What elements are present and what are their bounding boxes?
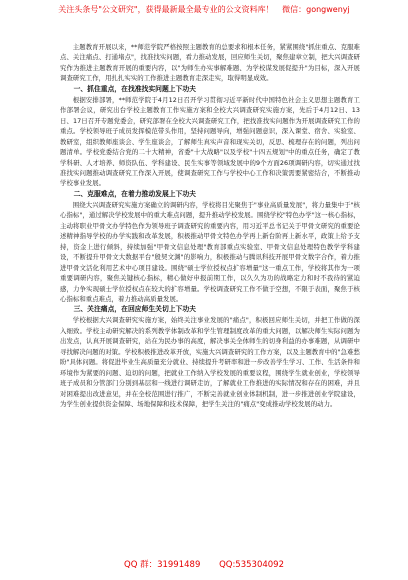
paragraph-section-3: 学校根据大兴调查研究实施方案，始终关注事业发展的"痛点"，积极回应师生关切，并把工作做的深入细致。学校主动研究解决的系列教学体制改革和学生管理制度改革的重大问题，以解决师生实际问题为出发点，认真开展调查研究，站在为民办事的高度，解决事关全体师生的切身利益的办事难题，从调研中寻找解决问题的对策。学校积极推进改革开放，实施大兴调查研究的工作方案，以及主题教育中的"急难愁盼"具体问题。将促进毕业生高质量充分就业、持续提升考研率和进一步改善学生学习、工作、生活条件和环境作为紧要的问题、迫切的问题，把就业工作纳入学校发展的重要议程，围绕学生就业创业，学校领导班子成员和分管部门分别到基层和一线进行调研走访，了解就业工作推进的实际情况和存在的困难，并且对困难提出改进意见，并在全校范围进行推广，不断完善就业创业体制机制，进一步推进创业学院建设，为学生创业提供资金保障、场地保障和技术保障，把学生关注的"痛点"变成推动学校发展的动力。 — [60, 316, 360, 409]
header-banner — [0, 0, 408, 20]
document-body — [60, 42, 360, 410]
banner-wechat: 微信：gongwenyj — [282, 5, 350, 14]
paragraph-section-2: 围绕大兴调查研究实施方案确立的调研内容，学校将目光聚焦于"事业高质量发展"，将力量集中于"核心指标"，通过解决学校发展中的重大难点问题，提升推动学校发展。围绕学校"特色办学"这一核心指标，主动将职业甲骨文办学特色作为领导班子调查研究的重要内容，用习近平总书记关于甲骨文研究的重要论述精神指导学校的办学实践和改革发展，积极推动甲骨文特色办学再上新台阶再上新水平，政策上给予支持，资金上进行倾斜，持续加强"甲骨文信息处理"教育部重点实验室、甲骨文信息处理特色教学学科建设，不断提升甲骨文大数据平台"殷契文渊"的影响力，积极推动与腾讯科技开展甲骨文数字合作，着力推进甲骨文活化利用艺术中心项目建设。围绕"硕士学位授权点扩容增量"这一重点工作，学校将其作为一项重要调研内容，聚焦关键核心指标，精心做好申报前期工作，以久久为功的战略定力和时不我待的紧迫感，力争实现硕士学位授权点在较大的扩容增量。学校调查研究工作不做于空想，不限于表面，聚焦于核心指标和重点难点，着力推动高质量发展。 — [60, 200, 360, 303]
paragraph-section-1: 根据安排部署，**师范学院于4月12日召开学习贯彻习近平新时代中国特色社会主义思想主题教育工作部署会议，研究出台学校主题教育工作实施方案和全校大兴调查研究实施方案，先后于4月12日、13日、17日召开专题党委会，研究部署在全校大兴调查研究工作，把找准找实问题作为开展调查研究工作的重点。学校领导班子成员发挥模范带头作用，坚持问题导向，增强问题意识，深入课堂、宿舍、实验室、教研室，组织教师座谈会、学生座谈会，了解师生真实声音和现实关切，反思、梳理存在的问题，列出问题清单。学校党委结合党的二十大精神，省委"十大战略"以及学校"十四五规划"中的重点任务，确定了教学科研、人才培养、师资队伍、学科建设、民生实事等领域发展中的9个方面26项调研内容，切实通过找准找实问题推动调查研究工作深入开展，使调查研究工作与学校中心工作和决策需要紧密结合，不断推动学校事业发展。 — [60, 95, 360, 188]
paragraph-intro: 主题教育开展以来，**师范学院严格按照主题教育的总要求和根本任务，紧紧围绕"抓住重点、克服难点、关注痛点、打通堵点"，找准找实问题，看力推动发展，回应师生关切，聚焦建章立制，把大兴调查研究作为推进主题教育开展的重要内容，以"为师生办实事解难题、为学校谋发展促提升"为目标，深入开展调查研究工作，用扎扎实实的工作推进主题教育走深走实，取得明显成效。 — [60, 43, 360, 83]
footer-contacts — [0, 556, 408, 574]
section-heading-1: 一、抓住重点，在找准找实问题上下功夫 — [73, 84, 196, 93]
banner-text: 关注头条号"公文研究"，获得最新最全最专业的公文资料库！ — [58, 5, 274, 14]
footer-qq-group: QQ 群：31991489 — [124, 560, 201, 570]
section-heading-2: 二、克服难点，在着力推动发展上下功夫 — [73, 189, 196, 198]
footer-qq: QQ:535304092 — [219, 560, 284, 570]
section-heading-3: 三、关注痛点，在回应师生关切上下功夫 — [73, 305, 196, 314]
